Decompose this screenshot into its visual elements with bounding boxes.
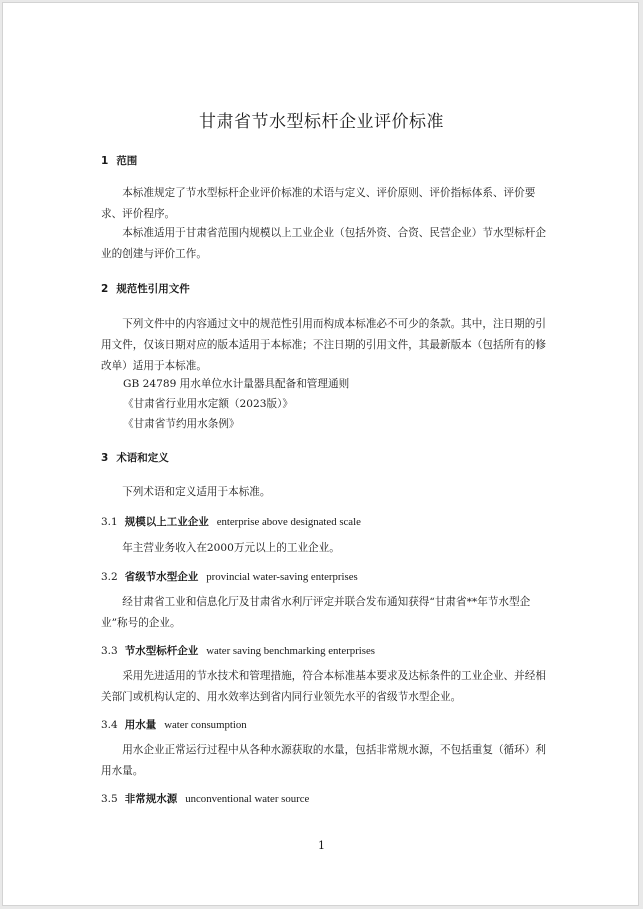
section-1-paragraph-1: 本标准规定了节水型标杆企业评价标准的术语与定义、评价原则、评价指标体系、评价要求、评价程序。	[101, 187, 536, 220]
term-3-2-definition: 经甘肃省工业和信息化厅及甘肃省水利厅评定并联合发布通知获得“甘肃省**年节水型企业”称号的企业。	[101, 596, 531, 629]
reference-item: 《甘肃省行业用水定额（2023版）》	[123, 398, 293, 410]
reference-item: GB 24789 用水单位水计量器具配备和管理通则	[123, 378, 350, 390]
term-3-2-heading	[101, 569, 358, 584]
term-en: enterprise above designated scale	[216, 516, 361, 528]
term-3-4-definition: 用水企业正常运行过程中从各种水源获取的水量，包括非常规水源，不包括重复（循环）利用水量。	[101, 744, 546, 777]
section-number: 2	[101, 283, 109, 295]
term-3-3-heading	[101, 643, 375, 658]
term-cn: 节水型标杆企业	[124, 645, 199, 657]
document-page	[2, 2, 639, 906]
section-title: 术语和定义	[116, 452, 169, 464]
document-title: 甘肃省节水型标杆企业评价标准	[199, 112, 444, 132]
term-number: 3.1	[101, 516, 118, 528]
reference-item: 《甘肃省节约用水条例》	[123, 418, 240, 430]
term-3-1-definition: 年主营业务收入在2000万元以上的工业企业。	[122, 542, 340, 554]
section-number: 3	[101, 452, 109, 464]
term-en: provincial water-saving enterprises	[206, 571, 358, 583]
term-cn: 规模以上工业企业	[124, 516, 209, 528]
term-cn: 省级节水型企业	[124, 571, 199, 583]
term-number: 3.3	[101, 645, 118, 657]
section-title: 范围	[116, 155, 138, 167]
term-number: 3.2	[101, 571, 118, 583]
term-3-3-definition: 采用先进适用的节水技术和管理措施，符合本标准基本要求及达标条件的工业企业、并经相关部门或机构认定的、用水效率达到省内同行业领先水平的省级节水型企业。	[101, 670, 546, 703]
term-cn: 用水量	[124, 719, 157, 731]
section-2-paragraph-1: 下列文件中的内容通过文中的规范性引用而构成本标准必不可少的条款。其中，注日期的引用文件，仅该日期对应的版本适用于本标准；不注日期的引用文件，其最新版本（包括所有的修改单）适用于本标准。	[101, 318, 546, 372]
term-cn: 非常规水源	[124, 793, 178, 805]
term-3-4-heading	[101, 717, 247, 732]
term-3-5-heading	[101, 791, 309, 806]
term-3-1-heading	[101, 514, 361, 529]
section-number: 1	[101, 155, 109, 167]
section-3-heading	[101, 450, 169, 465]
page-number: 1	[318, 839, 325, 852]
term-en: water saving benchmarking enterprises	[206, 645, 375, 657]
term-en: water consumption	[164, 719, 247, 731]
section-1-heading	[101, 153, 137, 168]
section-title: 规范性引用文件	[116, 283, 190, 295]
term-en: unconventional water source	[185, 793, 310, 805]
section-2-heading	[101, 281, 190, 296]
section-3-paragraph-1: 下列术语和定义适用于本标准。	[122, 486, 271, 498]
term-number: 3.5	[101, 793, 118, 805]
section-1-paragraph-2: 本标准适用于甘肃省范围内规模以上工业企业（包括外资、合资、民营企业）节水型标杆企业的创建与评价工作。	[101, 227, 546, 260]
term-number: 3.4	[101, 719, 118, 731]
